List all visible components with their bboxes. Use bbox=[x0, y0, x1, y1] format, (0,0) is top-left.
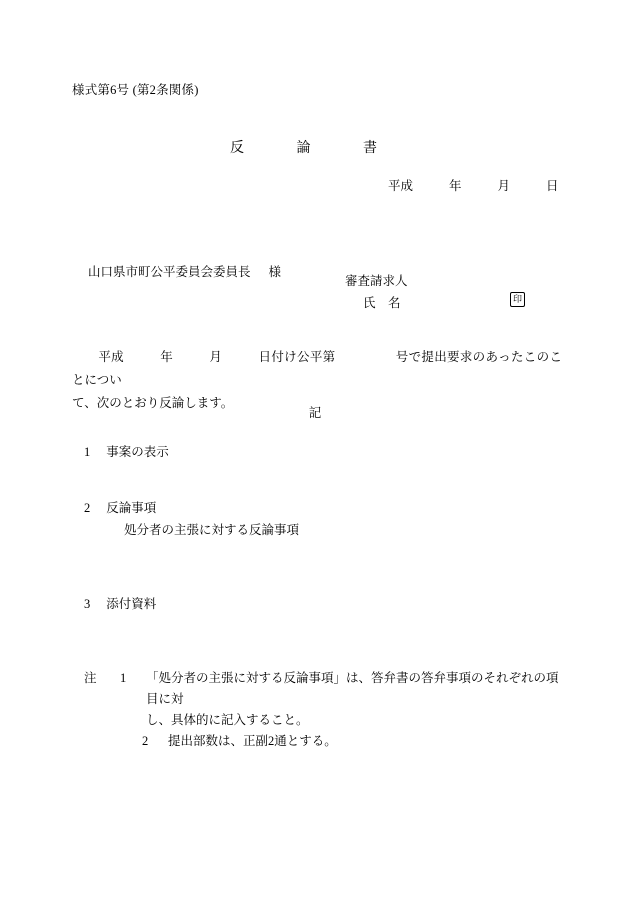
note-row-1 bbox=[84, 668, 574, 731]
paragraph-number-suffix: 号で提出要求のあったこのことについ bbox=[72, 350, 562, 387]
item-2-number: 2 bbox=[84, 501, 91, 515]
item-3-number: 3 bbox=[84, 597, 91, 611]
notes-block bbox=[84, 668, 574, 752]
date-era: 平成 bbox=[388, 179, 414, 193]
addressee-name: 山口県市町公平委員会委員長 bbox=[88, 265, 251, 279]
item-1-label: 事案の表示 bbox=[106, 445, 169, 459]
document-date-line bbox=[388, 176, 559, 194]
applicant-role: 審査請求人 bbox=[345, 274, 408, 288]
seal-icon: 印 bbox=[510, 292, 525, 307]
applicant-block bbox=[345, 270, 522, 314]
item-1 bbox=[84, 442, 169, 460]
item-3-label: 添付資料 bbox=[106, 597, 157, 611]
note-2-number: 2 bbox=[142, 734, 149, 748]
paragraph-line2: て、次のとおり反論します。 bbox=[72, 396, 234, 410]
title-char-3: 書 bbox=[363, 141, 378, 156]
item-2-sub: 処分者の主張に対する反論事項 bbox=[124, 523, 300, 537]
date-month-unit: 月 bbox=[497, 179, 511, 193]
title-char-1: 反 bbox=[230, 141, 245, 156]
paragraph-day-prefix: 日付け公平第 bbox=[258, 350, 336, 364]
item-3 bbox=[84, 594, 156, 612]
ki-heading: 記 bbox=[308, 406, 322, 420]
notes-label: 注 bbox=[84, 671, 97, 685]
item-2 bbox=[84, 498, 156, 516]
note-1-line1: 「処分者の主張に対する反論事項」は、答弁書の答弁事項のそれぞれの項目に対 bbox=[146, 671, 559, 706]
item-1-number: 1 bbox=[84, 445, 91, 459]
applicant-name-label: 氏 名 bbox=[363, 296, 401, 310]
applicant-name-row bbox=[345, 292, 522, 314]
document-title bbox=[230, 137, 378, 157]
paragraph-month-unit: 月 bbox=[209, 350, 223, 364]
note-1-number: 1 bbox=[120, 671, 127, 685]
addressee-honorific: 様 bbox=[268, 265, 282, 279]
paragraph-year-unit: 年 bbox=[159, 350, 174, 364]
addressee-line bbox=[88, 262, 281, 280]
note-1-line2: し、具体的に記入すること。 bbox=[146, 713, 309, 727]
note-row-2 bbox=[84, 731, 574, 752]
form-number: 様式第6号 (第2条関係) bbox=[72, 83, 199, 97]
date-year-unit: 年 bbox=[449, 179, 462, 193]
date-day-unit: 日 bbox=[546, 179, 559, 193]
paragraph-era: 平成 bbox=[98, 350, 124, 364]
note-2-line1: 提出部数は、正副2通とする。 bbox=[168, 734, 337, 748]
title-char-2: 論 bbox=[296, 141, 311, 156]
item-2-label: 反論事項 bbox=[106, 501, 157, 515]
